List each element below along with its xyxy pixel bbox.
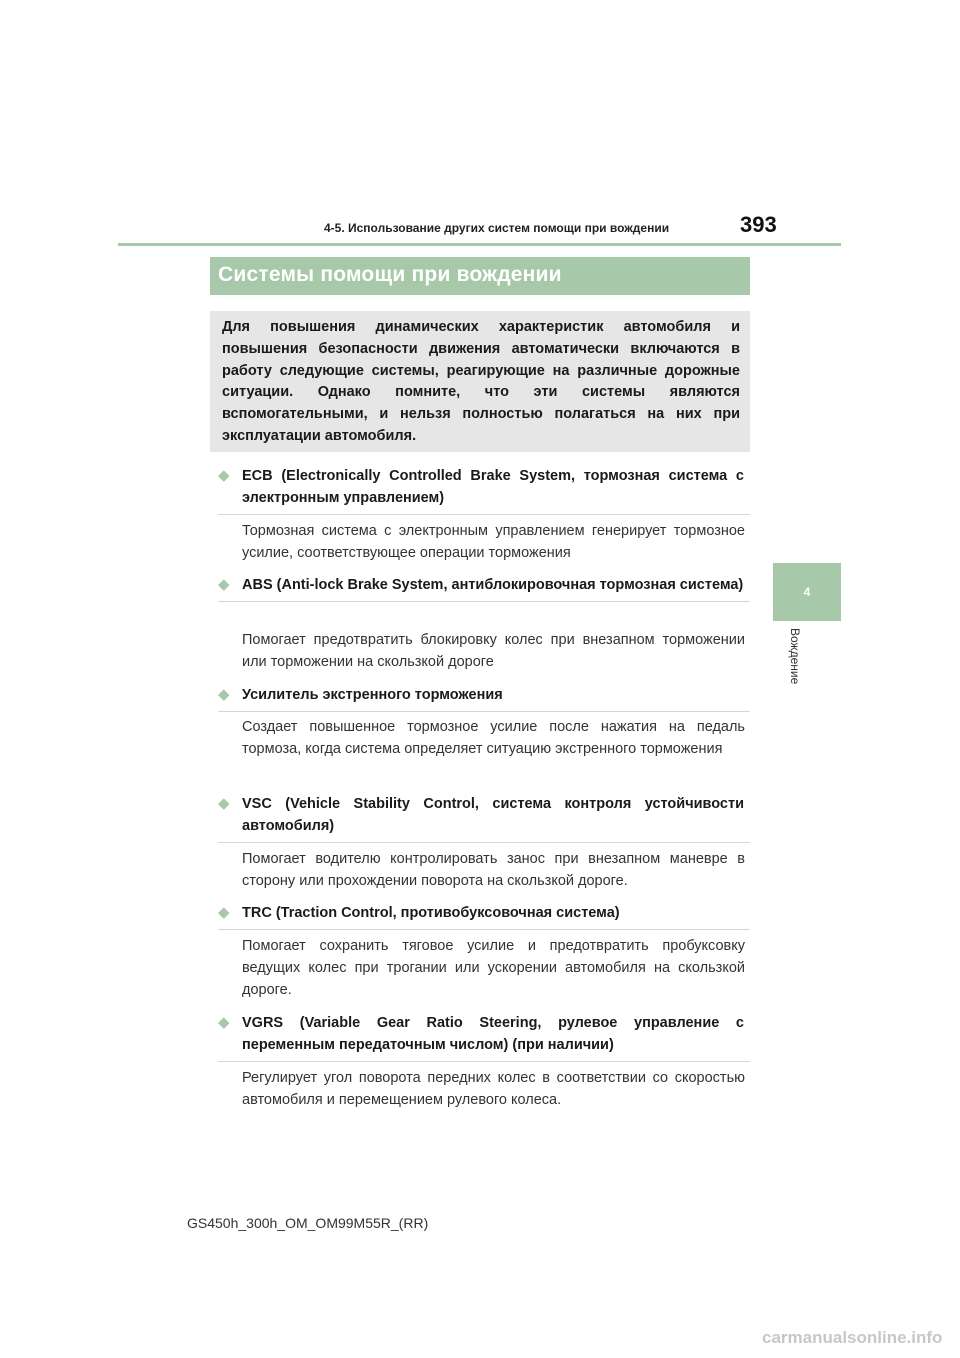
- feature-heading: [218, 465, 750, 515]
- feature-description: Регулирует угол поворота передних колес в соответствии со скоростью автомобиля и перемещением рулевого колеса.: [242, 1070, 745, 1108]
- watermark: carmanualsonline.info: [762, 1328, 943, 1347]
- feature-heading: [218, 1012, 750, 1062]
- feature-description: Создает повышенное тормозное усилие после нажатия на педаль тормоза, когда система определяет ситуацию экстренного торможения: [242, 719, 745, 757]
- page-number: 393: [740, 212, 777, 237]
- diamond-bullet-icon: ◆: [218, 795, 230, 812]
- diamond-bullet-icon: ◆: [218, 904, 230, 921]
- diamond-bullet-icon: ◆: [218, 1014, 230, 1031]
- feature-heading-text: TRC (Traction Control, противобуксовочная система): [242, 905, 620, 921]
- feature-heading-text: ECB (Electronically Controlled Brake System, тормозная система с электронным управлением): [242, 468, 744, 506]
- diamond-bullet-icon: ◆: [218, 686, 230, 703]
- header-section-title: 4-5. Использование других систем помощи при вождении: [324, 221, 670, 235]
- feature-description: Помогает сохранить тяговое усилие и предотвратить пробуксовку ведущих колес при трогании или ускорении автомобиля на скользкой дороге.: [242, 938, 745, 998]
- feature-heading: [218, 574, 750, 602]
- chapter-number: 4: [803, 585, 811, 599]
- feature-heading: [218, 684, 750, 712]
- chapter-tab: [773, 563, 841, 621]
- feature-heading: [218, 902, 750, 930]
- feature-description: Помогает водителю контролировать занос при внезапном маневре в сторону или прохождении поворота на скользкой дороге.: [242, 851, 745, 889]
- feature-heading: [218, 793, 750, 843]
- document-code: GS450h_300h_OM_OM99M55R_(RR): [187, 1215, 429, 1231]
- intro-text: Для повышения динамических характеристик автомобиля и повышения безопасности движения автоматически включаются в работу следующие системы, реагирующие на различные дорожные ситуации. Однако помните, что эти системы являются вспомогательными, и нельзя полностью полагаться на них при эксплуатации автомобиля.: [222, 319, 740, 444]
- header-divider: [118, 243, 841, 246]
- feature-heading-text: VGRS (Variable Gear Ratio Steering, рулевое управление с переменным передаточным числом) (при наличии): [242, 1015, 744, 1053]
- feature-heading-text: Усилитель экстренного торможения: [242, 687, 503, 703]
- feature-heading-text: VSC (Vehicle Stability Control, система контроля устойчивости автомобиля): [242, 796, 744, 834]
- section-title: Системы помощи при вождении: [210, 257, 750, 295]
- feature-heading-text: ABS (Anti-lock Brake System, антиблокировочная тормозная система): [242, 577, 744, 593]
- diamond-bullet-icon: ◆: [218, 467, 230, 484]
- feature-description: Тормозная система с электронным управлением генерирует тормозное усилие, соответствующее операции торможения: [242, 523, 745, 561]
- intro-box: [210, 311, 750, 452]
- feature-description: Помогает предотвратить блокировку колес при внезапном торможении или торможении на скользкой дороге: [242, 632, 745, 670]
- chapter-label: Вождение: [788, 628, 802, 685]
- diamond-bullet-icon: ◆: [218, 576, 230, 593]
